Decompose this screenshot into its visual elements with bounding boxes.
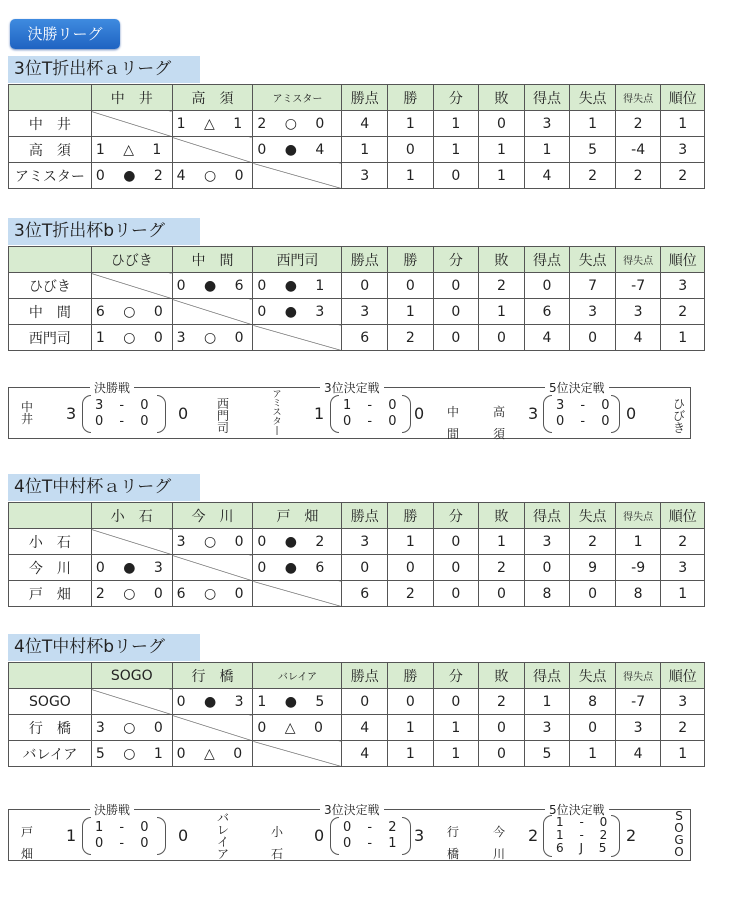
set-score: 0 - 0 <box>343 414 403 429</box>
row-team-name: 高 須 <box>9 137 92 163</box>
stat-value: 6 <box>342 581 388 607</box>
league-title: 4位T中村杯bリーグ <box>8 634 200 661</box>
stat-value: 6 <box>342 325 388 351</box>
set-score: 1 - 0 <box>343 398 403 413</box>
final-label: 決勝戦 <box>90 801 134 818</box>
table-row <box>9 137 705 163</box>
stat-value: -9 <box>615 555 661 581</box>
stat-value: 3 <box>524 111 570 137</box>
self-match-cell <box>253 741 342 767</box>
match-result: 3 ○ 0 <box>91 715 172 741</box>
stat-value: 1 <box>433 741 479 767</box>
stat-value: 0 <box>479 715 525 741</box>
match-result: 1 ● 5 <box>253 689 342 715</box>
row-team-name: 中 間 <box>9 299 92 325</box>
match-result: 0 ● 3 <box>91 555 172 581</box>
stat-value: 3 <box>615 715 661 741</box>
team-header: ひびき <box>91 247 172 273</box>
stat-value: 2 <box>661 163 705 189</box>
team-name: 中 井 <box>20 400 33 426</box>
score: 0 <box>414 404 425 423</box>
score: 0 <box>314 826 325 845</box>
self-match-cell <box>172 715 253 741</box>
stat-value: 1 <box>479 299 525 325</box>
score: 3 <box>414 826 425 845</box>
stat-header: 失点 <box>570 85 616 111</box>
stat-value: 0 <box>524 273 570 299</box>
self-match-cell <box>91 273 172 299</box>
set-score: 3 - 0 <box>556 398 616 413</box>
stat-value: 0 <box>433 273 479 299</box>
stat-value: 3 <box>661 273 705 299</box>
match-result: 6 ○ 0 <box>172 581 253 607</box>
self-match-cell <box>91 111 172 137</box>
bracket-paren <box>82 395 91 433</box>
row-team-name: 小 石 <box>9 529 92 555</box>
stat-header: 得失点 <box>615 503 661 529</box>
third-place-label: 3位決定戦 <box>320 379 384 396</box>
stat-value: 1 <box>661 741 705 767</box>
match-result: 0 △ 0 <box>172 741 253 767</box>
match-result: 0 ● 6 <box>172 273 253 299</box>
stat-header: 勝点 <box>342 663 388 689</box>
stat-value: 2 <box>615 111 661 137</box>
stat-value: 9 <box>570 555 616 581</box>
stat-header: 勝点 <box>342 85 388 111</box>
match-result: 0 ● 1 <box>253 273 342 299</box>
set-score: 0 - 0 <box>95 414 155 429</box>
set-score: 0 - 0 <box>95 836 155 851</box>
league-table <box>8 246 705 351</box>
corner-cell <box>9 663 92 689</box>
team-header: 小 石 <box>91 503 172 529</box>
stat-value: 1 <box>388 163 434 189</box>
team-header: 今 川 <box>172 503 253 529</box>
set-score: 0 - 0 <box>556 414 616 429</box>
stat-value: 1 <box>479 529 525 555</box>
row-team-name: 戸 畑 <box>9 581 92 607</box>
stat-value: 1 <box>661 111 705 137</box>
stat-header: 順位 <box>661 663 705 689</box>
row-team-name: 中 井 <box>9 111 92 137</box>
stat-value: -7 <box>615 273 661 299</box>
stat-header: 得点 <box>524 663 570 689</box>
stat-value: 0 <box>433 555 479 581</box>
stat-value: 6 <box>524 299 570 325</box>
stat-value: 1 <box>433 111 479 137</box>
stat-header: 順位 <box>661 85 705 111</box>
third-place-label: 3位決定戦 <box>320 801 384 818</box>
table-row <box>9 111 705 137</box>
stat-header: 勝点 <box>342 247 388 273</box>
stat-value: 2 <box>388 581 434 607</box>
table-row <box>9 581 705 607</box>
bracket-paren <box>157 395 166 433</box>
league-title: 3位T折出杯ａリーグ <box>8 56 200 83</box>
set-score: 3 - 0 <box>95 398 155 413</box>
stat-value: 1 <box>479 137 525 163</box>
team-header: SOGO <box>91 663 172 689</box>
stat-value: 0 <box>388 689 434 715</box>
team-name: 行 橋 <box>446 825 459 861</box>
fifth-place-label: 5位決定戦 <box>545 379 609 396</box>
row-team-name: ひびき <box>9 273 92 299</box>
stat-header: 失点 <box>570 247 616 273</box>
bracket-paren <box>330 395 339 433</box>
corner-cell <box>9 503 92 529</box>
stat-value: 0 <box>479 741 525 767</box>
team-name: ひ び き <box>672 397 685 435</box>
stat-value: 1 <box>388 299 434 325</box>
row-team-name: バレイア <box>9 741 92 767</box>
match-result: 3 ○ 0 <box>172 325 253 351</box>
stat-value: 0 <box>479 111 525 137</box>
stat-value: 1 <box>433 715 479 741</box>
bracket-paren <box>402 817 411 855</box>
match-result: 1 △ 1 <box>91 137 172 163</box>
stat-value: 8 <box>570 689 616 715</box>
score: 1 <box>314 404 325 423</box>
table-row <box>9 325 705 351</box>
match-result: 4 ○ 0 <box>172 163 253 189</box>
stat-header: 分 <box>433 503 479 529</box>
stat-value: 0 <box>479 581 525 607</box>
score: 3 <box>66 404 77 423</box>
match-result: 0 ● 6 <box>253 555 342 581</box>
stat-header: 勝 <box>388 85 434 111</box>
team-name: 小 石 <box>270 825 283 861</box>
team-header: 戸 畑 <box>253 503 342 529</box>
stat-header: 勝点 <box>342 503 388 529</box>
stat-value: 2 <box>479 555 525 581</box>
stat-value: 2 <box>661 299 705 325</box>
bracket-paren <box>402 395 411 433</box>
score: 2 <box>528 826 539 845</box>
team-header: 行 橋 <box>172 663 253 689</box>
stat-header: 得失点 <box>615 663 661 689</box>
table-row <box>9 741 705 767</box>
stat-value: 4 <box>342 111 388 137</box>
stat-header: 勝 <box>388 663 434 689</box>
stat-header: 得点 <box>524 503 570 529</box>
stat-value: 1 <box>661 325 705 351</box>
stat-value: 4 <box>524 325 570 351</box>
stat-value: 0 <box>433 325 479 351</box>
team-name: 中 間 <box>446 405 459 441</box>
team-name: 西 門 司 <box>216 397 229 435</box>
stat-value: 2 <box>661 715 705 741</box>
score: 0 <box>178 826 189 845</box>
stat-value: 1 <box>570 111 616 137</box>
stat-value: -7 <box>615 689 661 715</box>
team-header: 西門司 <box>253 247 342 273</box>
section-badge[interactable]: 決勝リーグ <box>10 19 120 49</box>
stat-header: 得点 <box>524 85 570 111</box>
stat-value: 1 <box>388 741 434 767</box>
stat-header: 敗 <box>479 663 525 689</box>
stat-value: 2 <box>479 273 525 299</box>
self-match-cell <box>91 689 172 715</box>
stat-header: 分 <box>433 663 479 689</box>
match-result: 0 ● 2 <box>91 163 172 189</box>
stat-value: 7 <box>570 273 616 299</box>
stat-value: 2 <box>661 529 705 555</box>
stat-value: 3 <box>661 689 705 715</box>
bracket-paren <box>330 817 339 855</box>
table-row <box>9 689 705 715</box>
league-table <box>8 84 705 189</box>
fifth-place-label: 5位決定戦 <box>545 801 609 818</box>
stat-value: 0 <box>388 137 434 163</box>
team-name: S O G O <box>674 809 684 859</box>
stat-value: 0 <box>570 581 616 607</box>
stat-value: 4 <box>342 741 388 767</box>
row-team-name: 行 橋 <box>9 715 92 741</box>
match-result: 2 ○ 0 <box>91 581 172 607</box>
stat-value: 4 <box>615 741 661 767</box>
stat-value: 0 <box>433 581 479 607</box>
bracket-paren <box>543 815 552 857</box>
stat-value: 1 <box>433 137 479 163</box>
match-result: 0 ● 3 <box>253 299 342 325</box>
stat-header: 分 <box>433 247 479 273</box>
team-header: アミスター <box>253 85 342 111</box>
stat-value: 0 <box>342 555 388 581</box>
stat-value: 8 <box>524 581 570 607</box>
stat-value: 0 <box>524 555 570 581</box>
stat-value: 0 <box>433 529 479 555</box>
row-team-name: 今 川 <box>9 555 92 581</box>
stat-value: 0 <box>570 715 616 741</box>
team-header: 中 井 <box>91 85 172 111</box>
stat-value: 2 <box>388 325 434 351</box>
league-table <box>8 662 705 767</box>
self-match-cell <box>91 529 172 555</box>
bracket-paren <box>611 815 620 857</box>
stat-header: 失点 <box>570 503 616 529</box>
match-result: 0 ● 3 <box>172 689 253 715</box>
stat-value: 1 <box>570 741 616 767</box>
set-score: 1 - 0 <box>95 820 155 835</box>
self-match-cell <box>253 581 342 607</box>
match-result: 6 ○ 0 <box>91 299 172 325</box>
set-score: 6 J 5 <box>556 841 613 855</box>
stat-value: 3 <box>342 529 388 555</box>
bracket-paren <box>611 395 620 433</box>
stat-header: 敗 <box>479 503 525 529</box>
league-table <box>8 502 705 607</box>
set-score: 1 - 0 <box>556 815 614 829</box>
self-match-cell <box>172 137 253 163</box>
stat-header: 失点 <box>570 663 616 689</box>
stat-header: 勝 <box>388 503 434 529</box>
stat-value: 2 <box>570 163 616 189</box>
match-result: 2 ○ 0 <box>253 111 342 137</box>
stat-value: 8 <box>615 581 661 607</box>
stat-value: 1 <box>524 689 570 715</box>
stat-value: 1 <box>388 715 434 741</box>
match-result: 1 ○ 0 <box>91 325 172 351</box>
table-row <box>9 555 705 581</box>
stat-value: 3 <box>342 299 388 325</box>
stat-value: 2 <box>615 163 661 189</box>
row-team-name: SOGO <box>9 689 92 715</box>
score: 0 <box>178 404 189 423</box>
stat-header: 敗 <box>479 85 525 111</box>
table-row <box>9 163 705 189</box>
stat-value: 3 <box>661 137 705 163</box>
match-result: 0 ● 4 <box>253 137 342 163</box>
corner-cell <box>9 85 92 111</box>
stat-value: 0 <box>388 555 434 581</box>
table-row <box>9 715 705 741</box>
set-score: 0 - 2 <box>343 820 403 835</box>
stat-header: 勝 <box>388 247 434 273</box>
stat-value: 1 <box>615 529 661 555</box>
stat-value: 3 <box>342 163 388 189</box>
self-match-cell <box>172 555 253 581</box>
team-name: ア ミ ス タ | <box>272 390 282 436</box>
stat-value: 0 <box>342 273 388 299</box>
stat-value: 3 <box>615 299 661 325</box>
bracket-paren <box>543 395 552 433</box>
table-row <box>9 273 705 299</box>
stat-header: 順位 <box>661 503 705 529</box>
stat-value: 3 <box>570 299 616 325</box>
bracket-paren <box>82 817 91 855</box>
stat-header: 順位 <box>661 247 705 273</box>
stat-value: 0 <box>342 689 388 715</box>
score: 3 <box>528 404 539 423</box>
stat-value: 1 <box>388 111 434 137</box>
stat-header: 得点 <box>524 247 570 273</box>
table-row <box>9 299 705 325</box>
stat-value: 1 <box>388 529 434 555</box>
stat-value: 3 <box>524 715 570 741</box>
stat-value: 3 <box>661 555 705 581</box>
stat-value: -4 <box>615 137 661 163</box>
stat-value: 1 <box>479 163 525 189</box>
match-result: 0 ● 2 <box>253 529 342 555</box>
stat-value: 3 <box>524 529 570 555</box>
stat-value: 0 <box>479 325 525 351</box>
set-score: 1 - 2 <box>556 828 614 842</box>
stat-header: 分 <box>433 85 479 111</box>
stat-value: 4 <box>615 325 661 351</box>
stat-value: 5 <box>524 741 570 767</box>
league-title: 4位T中村杯ａリーグ <box>8 474 200 501</box>
score: 1 <box>66 826 77 845</box>
row-team-name: アミスター <box>9 163 92 189</box>
stat-value: 4 <box>524 163 570 189</box>
table-row <box>9 529 705 555</box>
final-label: 決勝戦 <box>90 379 134 396</box>
stat-value: 1 <box>661 581 705 607</box>
self-match-cell <box>253 163 342 189</box>
self-match-cell <box>253 325 342 351</box>
score: 0 <box>626 404 637 423</box>
match-result: 1 △ 1 <box>172 111 253 137</box>
match-result: 5 ○ 1 <box>91 741 172 767</box>
row-team-name: 西門司 <box>9 325 92 351</box>
team-header: 高 須 <box>172 85 253 111</box>
stat-value: 5 <box>570 137 616 163</box>
team-header: バレイア <box>253 663 342 689</box>
stat-header: 得失点 <box>615 85 661 111</box>
stat-value: 2 <box>479 689 525 715</box>
stat-value: 0 <box>433 299 479 325</box>
team-name: 今 川 <box>492 825 505 861</box>
team-name: バ レ イ ア <box>216 811 229 861</box>
corner-cell <box>9 247 92 273</box>
self-match-cell <box>172 299 253 325</box>
stat-value: 0 <box>433 689 479 715</box>
bracket-paren <box>157 817 166 855</box>
stat-header: 得失点 <box>615 247 661 273</box>
stat-value: 1 <box>524 137 570 163</box>
stat-value: 0 <box>433 163 479 189</box>
stat-value: 0 <box>570 325 616 351</box>
league-title: 3位T折出杯bリーグ <box>8 218 200 245</box>
stat-header: 敗 <box>479 247 525 273</box>
team-header: 中 間 <box>172 247 253 273</box>
match-result: 0 △ 0 <box>253 715 342 741</box>
score: 2 <box>626 826 637 845</box>
match-result: 3 ○ 0 <box>172 529 253 555</box>
team-name: 高 須 <box>492 405 505 441</box>
set-score: 0 - 1 <box>343 836 403 851</box>
stat-value: 4 <box>342 715 388 741</box>
team-name: 戸 畑 <box>20 825 33 861</box>
stat-value: 2 <box>570 529 616 555</box>
stat-value: 1 <box>342 137 388 163</box>
stat-value: 0 <box>388 273 434 299</box>
